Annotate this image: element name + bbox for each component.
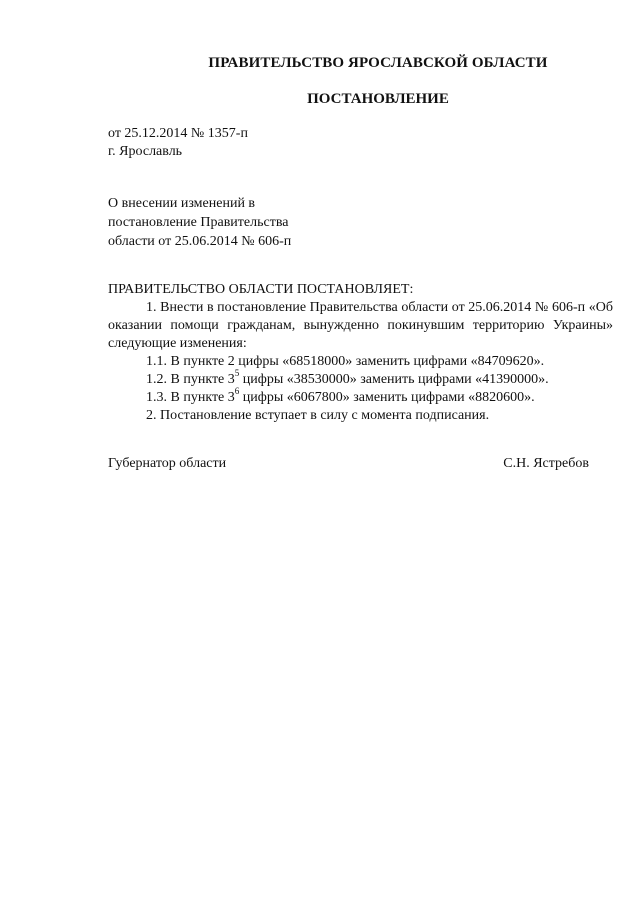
subject-line: постановление Правительства <box>108 215 289 230</box>
clause-prefix: 1.2. В пункте 3 <box>146 372 235 387</box>
document-type: ПОСТАНОВЛЕНИЕ <box>307 91 449 107</box>
signatory-name: С.Н. Ястребов <box>503 456 589 471</box>
city: г. Ярославль <box>108 144 183 159</box>
document-body <box>108 281 613 425</box>
date-number: от 25.12.2014 № 1357-п <box>108 126 248 141</box>
subject-line: О внесении изменений в <box>108 196 256 211</box>
subject-line: области от 25.06.2014 № 606-п <box>108 234 292 249</box>
clause-1-2 <box>108 368 613 389</box>
clause-1: 1. Внести в постановление Правительства области от 25.06.2014 № 606-п «Об оказании помощи гражданам, вынужденно покинувшим территорию Украины» следующие изменения: <box>108 300 613 351</box>
organization-title: ПРАВИТЕЛЬСТВО ЯРОСЛАВСКОЙ ОБЛАСТИ <box>208 55 548 71</box>
signatory-position: Губернатор области <box>108 456 227 471</box>
document-meta <box>108 125 248 161</box>
clause-1-1: 1.1. В пункте 2 цифры «68518000» заменить цифрами «84709620». <box>146 354 545 369</box>
document-subject <box>108 194 291 251</box>
resolves-heading: ПРАВИТЕЛЬСТВО ОБЛАСТИ ПОСТАНОВЛЯЕТ: <box>108 282 414 297</box>
clause-2: 2. Постановление вступает в силу с момента подписания. <box>146 408 490 423</box>
clause-suffix: цифры «38530000» заменить цифрами «41390000». <box>239 372 549 387</box>
clause-superscript: 6 <box>234 386 240 397</box>
clause-superscript: 5 <box>234 368 240 379</box>
clause-prefix: 1.3. В пункте 3 <box>146 390 235 405</box>
clause-1-3 <box>108 386 613 407</box>
signature-block <box>108 456 589 472</box>
clause-suffix: цифры «6067800» заменить цифрами «8820600». <box>239 390 535 405</box>
